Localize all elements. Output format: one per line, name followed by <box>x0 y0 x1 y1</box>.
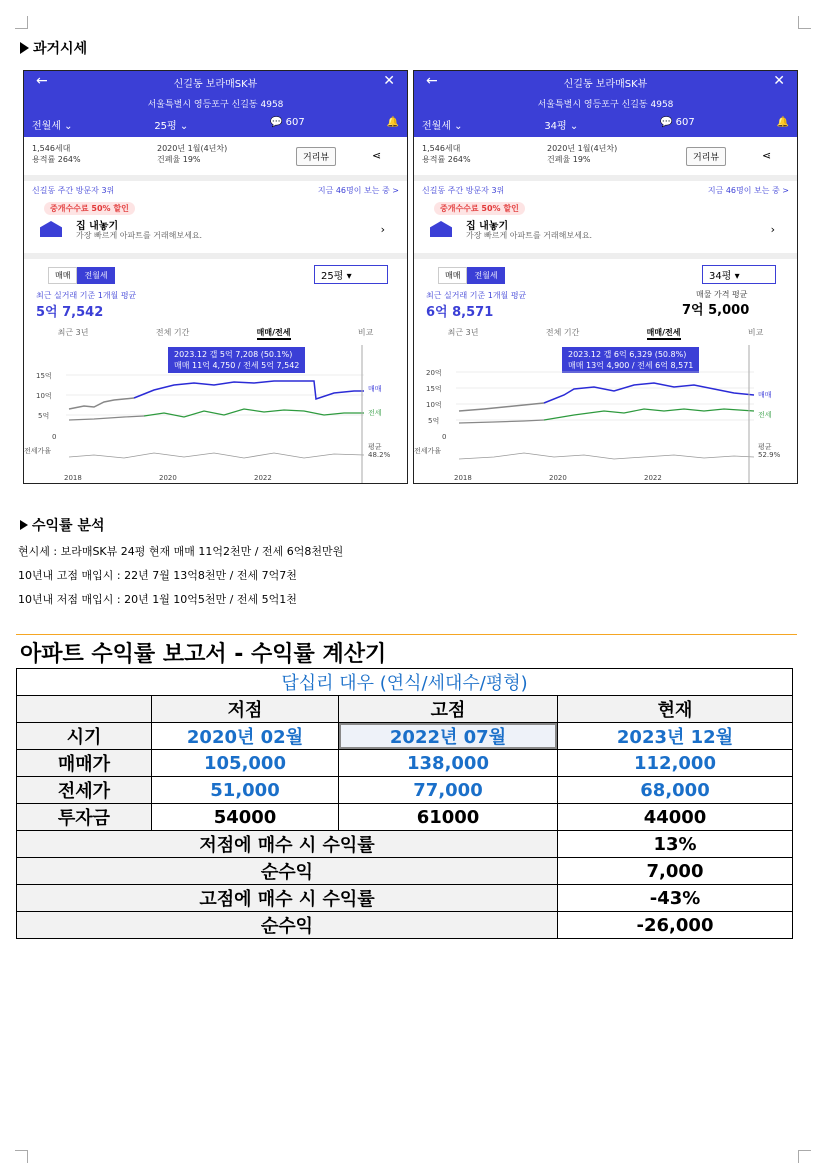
cell-low: 51,000 <box>152 777 339 804</box>
cell-high: 61000 <box>339 804 558 831</box>
house-icon <box>40 221 62 237</box>
listing-avg-label: 매물 가격 평균 <box>696 290 748 299</box>
rent-line <box>69 416 144 420</box>
cell-now: 2023년 12월 <box>558 723 793 750</box>
x-tick: 2020 <box>549 474 567 482</box>
row-label: 전세가 <box>17 777 152 804</box>
legend-pct: 52.9% <box>758 451 781 459</box>
summary-row <box>17 912 793 939</box>
apartment-title: 신길동 보라매SK뷰 <box>563 79 648 90</box>
chevron-right-icon: › <box>380 223 385 236</box>
y-tick: 10억 <box>426 401 442 409</box>
cell-now: 112,000 <box>558 750 793 777</box>
legend-rent: 전세 <box>758 411 772 419</box>
chat-icon: 💬 <box>270 117 283 128</box>
summary-label: 순수익 <box>17 912 558 939</box>
low-price-line: 10년내 저점 매입시 : 20년 1월 10억5천만 / 전세 5억1천 <box>18 593 297 606</box>
sell-subtitle: 가장 빠르게 아파트를 거래해보세요. <box>76 231 203 240</box>
back-arrow-icon[interactable]: ← <box>36 73 48 89</box>
sale-line <box>544 383 754 403</box>
summary-label: 순수익 <box>17 858 558 885</box>
y-tick: 20억 <box>426 369 442 377</box>
visitor-row[interactable] <box>32 185 399 196</box>
listing-avg-price: 7억 5,000 <box>682 303 750 318</box>
cell-now: 44000 <box>558 804 793 831</box>
rent-line <box>144 409 364 417</box>
divider <box>414 175 797 181</box>
comment-count[interactable]: 💬 607 <box>270 117 305 128</box>
visitor-rank: 신길동 주간 방문자 3위 <box>422 186 505 195</box>
page-corner-mark <box>798 16 811 29</box>
distance-view-button[interactable]: 거리뷰 <box>686 147 726 166</box>
info-row <box>422 143 789 173</box>
x-tick: 2018 <box>64 474 82 482</box>
app-screenshot-left <box>23 70 408 484</box>
yield-table <box>16 668 793 939</box>
sale-line <box>134 381 364 399</box>
app-screenshot-right <box>413 70 798 484</box>
legend-rent: 전세 <box>368 409 382 417</box>
close-icon[interactable]: ✕ <box>383 73 395 89</box>
seg-sale[interactable]: 매매 <box>48 267 77 284</box>
row-label: 시기 <box>17 723 152 750</box>
summary-value: -43% <box>558 885 793 912</box>
tab-sale-rent[interactable]: 매매/전세 <box>257 327 291 340</box>
sell-title: 집 내놓기 <box>76 221 119 232</box>
bell-icon[interactable]: 🔔 <box>386 117 399 128</box>
y-tick: 5억 <box>428 417 440 425</box>
cell-low: 2020년 02월 <box>152 723 339 750</box>
tooltip-line-1: 2023.12 갭 5억 7,208 (50.1%) <box>174 350 293 359</box>
current-price-line: 현시세 : 보라매SK뷰 24평 현재 매매 11억2천만 / 전세 6억8천만원 <box>18 545 344 558</box>
section-title: 수익률 분석 <box>32 518 105 534</box>
tab-sale-rent[interactable]: 매매/전세 <box>647 327 681 340</box>
visitor-link[interactable]: 지금 46명이 보는 중 > <box>317 186 399 195</box>
cell-now: 68,000 <box>558 777 793 804</box>
promo-badge: 중개수수료 50% 할인 <box>434 202 525 215</box>
comment-count[interactable]: 💬 607 <box>660 117 695 128</box>
house-icon <box>430 221 452 237</box>
y-tick: 15억 <box>426 385 442 393</box>
sell-subtitle: 가장 빠르게 아파트를 거래해보세요. <box>466 231 593 240</box>
table-row <box>17 723 793 750</box>
y-tick: 15억 <box>36 372 52 380</box>
lower-axis-label: 전세가율 <box>24 447 52 455</box>
page-corner-mark <box>15 16 28 29</box>
price-chart[interactable] <box>414 345 797 483</box>
y-tick: 10억 <box>36 392 52 400</box>
apartment-address: 서울특별시 영등포구 신길동 4958 <box>147 100 284 110</box>
sell-title: 집 내놓기 <box>466 221 509 232</box>
tab-recent-3y[interactable]: 최근 3년 <box>57 328 89 337</box>
avg-label: 최근 실거래 기준 1개월 평균 <box>426 291 527 300</box>
period-tabs[interactable] <box>414 327 797 340</box>
floor-area-ratio: 용적률 264% <box>32 155 81 164</box>
chevron-right-icon: › <box>770 223 775 236</box>
divider <box>24 175 407 181</box>
rent-line <box>544 409 754 420</box>
triangle-bullet-icon <box>20 42 29 54</box>
section-title: 과거시세 <box>33 41 88 57</box>
table-row <box>17 777 793 804</box>
share-icon[interactable]: ⋖ <box>372 149 382 162</box>
avg-price: 6억 8,571 <box>426 305 494 320</box>
bell-icon[interactable]: 🔔 <box>776 117 789 128</box>
report-title: 아파트 수익률 보고서 - 수익률 계산기 <box>16 634 797 667</box>
size-select[interactable]: 25평 ▾ <box>314 265 388 284</box>
summary-row <box>17 858 793 885</box>
trade-type-toggle[interactable] <box>438 267 505 284</box>
period-tabs[interactable] <box>24 327 407 340</box>
y-tick: 0 <box>442 433 447 441</box>
x-tick: 2018 <box>454 474 472 482</box>
visitor-rank: 신길동 주간 방문자 3위 <box>32 186 115 195</box>
summary-row <box>17 885 793 912</box>
info-row <box>32 143 399 173</box>
tooltip-line-1: 2023.12 갭 6억 6,329 (50.8%) <box>568 350 687 359</box>
header-empty <box>17 696 152 723</box>
visitor-link[interactable]: 지금 46명이 보는 중 > <box>707 186 789 195</box>
summary-value: -26,000 <box>558 912 793 939</box>
app-header <box>24 71 407 137</box>
table-row <box>17 750 793 777</box>
section-yield-analysis <box>20 515 105 535</box>
built-date: 2020년 1월(4년차) <box>157 144 228 153</box>
price-chart[interactable] <box>24 345 407 483</box>
sell-home-row[interactable] <box>422 217 789 247</box>
peak-price-line: 10년내 고점 매입시 : 22년 7월 13억8천만 / 전세 7억7천 <box>18 569 297 582</box>
tab-recent-3y[interactable]: 최근 3년 <box>447 328 479 337</box>
promo-badge: 중개수수료 50% 할인 <box>44 202 135 215</box>
legend-avg: 평균 <box>368 443 382 451</box>
summary-value: 7,000 <box>558 858 793 885</box>
divider <box>24 253 407 259</box>
filter-size[interactable]: 34평 ⌄ <box>544 121 579 132</box>
summary-label: 저점에 매수 시 수익률 <box>17 831 558 858</box>
seg-rent[interactable]: 전월세 <box>467 267 504 284</box>
summary-value: 13% <box>558 831 793 858</box>
filter-type[interactable]: 전월세 ⌄ <box>32 121 73 132</box>
building-coverage: 건폐율 19% <box>547 155 591 164</box>
apartment-address: 서울특별시 영등포구 신길동 4958 <box>537 100 674 110</box>
tab-compare[interactable]: 비교 <box>357 328 374 337</box>
page-corner-mark <box>15 1150 28 1163</box>
chat-icon: 💬 <box>660 117 673 128</box>
cell-low: 105,000 <box>152 750 339 777</box>
tab-all-period[interactable]: 전체 기간 <box>545 328 580 337</box>
ratio-line <box>69 453 364 458</box>
row-label: 투자금 <box>17 804 152 831</box>
share-icon[interactable]: ⋖ <box>762 149 772 162</box>
back-arrow-icon[interactable]: ← <box>426 73 438 89</box>
households: 1,546세대 <box>32 144 71 153</box>
avg-label: 최근 실거래 기준 1개월 평균 <box>36 291 137 300</box>
table-subtitle: 답십리 대우 (연식/세대수/평형) <box>17 669 793 696</box>
summary-label: 고점에 매수 시 수익률 <box>17 885 558 912</box>
legend-sale: 매매 <box>368 385 382 393</box>
col-header-high: 고점 <box>339 696 558 723</box>
col-header-now: 현재 <box>558 696 793 723</box>
x-tick: 2020 <box>159 474 177 482</box>
x-tick: 2022 <box>644 474 662 482</box>
app-header <box>414 71 797 137</box>
divider <box>414 253 797 259</box>
tab-compare[interactable]: 비교 <box>747 328 764 337</box>
filter-type[interactable]: 전월세 ⌄ <box>422 121 463 132</box>
households: 1,546세대 <box>422 144 461 153</box>
built-date: 2020년 1월(4년차) <box>547 144 618 153</box>
tooltip-line-2: 매매 11억 4,750 / 전세 5억 7,542 <box>174 361 300 370</box>
x-tick: 2022 <box>254 474 272 482</box>
triangle-bullet-icon <box>20 520 28 530</box>
ratio-line <box>459 453 754 459</box>
legend-avg: 평균 <box>758 443 772 451</box>
cell-low: 54000 <box>152 804 339 831</box>
trade-type-toggle[interactable] <box>48 267 115 284</box>
avg-price: 5억 7,542 <box>36 305 104 320</box>
filter-size[interactable]: 25평 ⌄ <box>154 121 189 132</box>
seg-sale[interactable]: 매매 <box>438 267 467 284</box>
tab-all-period[interactable]: 전체 기간 <box>155 328 190 337</box>
floor-area-ratio: 용적률 264% <box>422 155 471 164</box>
legend-sale: 매매 <box>758 391 772 399</box>
rent-line <box>459 420 544 423</box>
page-corner-mark <box>798 1150 811 1163</box>
sale-line <box>69 398 134 409</box>
seg-rent[interactable]: 전월세 <box>77 267 114 284</box>
distance-view-button[interactable]: 거리뷰 <box>296 147 336 166</box>
close-icon[interactable]: ✕ <box>773 73 785 89</box>
apartment-title: 신길동 보라매SK뷰 <box>173 79 258 90</box>
lower-axis-label: 전세가율 <box>414 447 442 455</box>
table-row <box>17 804 793 831</box>
building-coverage: 건폐율 19% <box>157 155 201 164</box>
tooltip-line-2: 매매 13억 4,900 / 전세 6억 8,571 <box>568 361 694 370</box>
row-label: 매매가 <box>17 750 152 777</box>
legend-pct: 48.2% <box>368 451 391 459</box>
visitor-row[interactable] <box>422 185 789 196</box>
cell-high: 138,000 <box>339 750 558 777</box>
col-header-low: 저점 <box>152 696 339 723</box>
cell-high[interactable]: 2022년 07월 <box>339 723 558 750</box>
y-tick: 0 <box>52 433 57 441</box>
sell-home-row[interactable] <box>32 217 399 247</box>
cell-high: 77,000 <box>339 777 558 804</box>
summary-row <box>17 831 793 858</box>
size-select[interactable]: 34평 ▾ <box>702 265 776 284</box>
section-past-price <box>20 38 87 58</box>
y-tick: 5억 <box>38 412 50 420</box>
